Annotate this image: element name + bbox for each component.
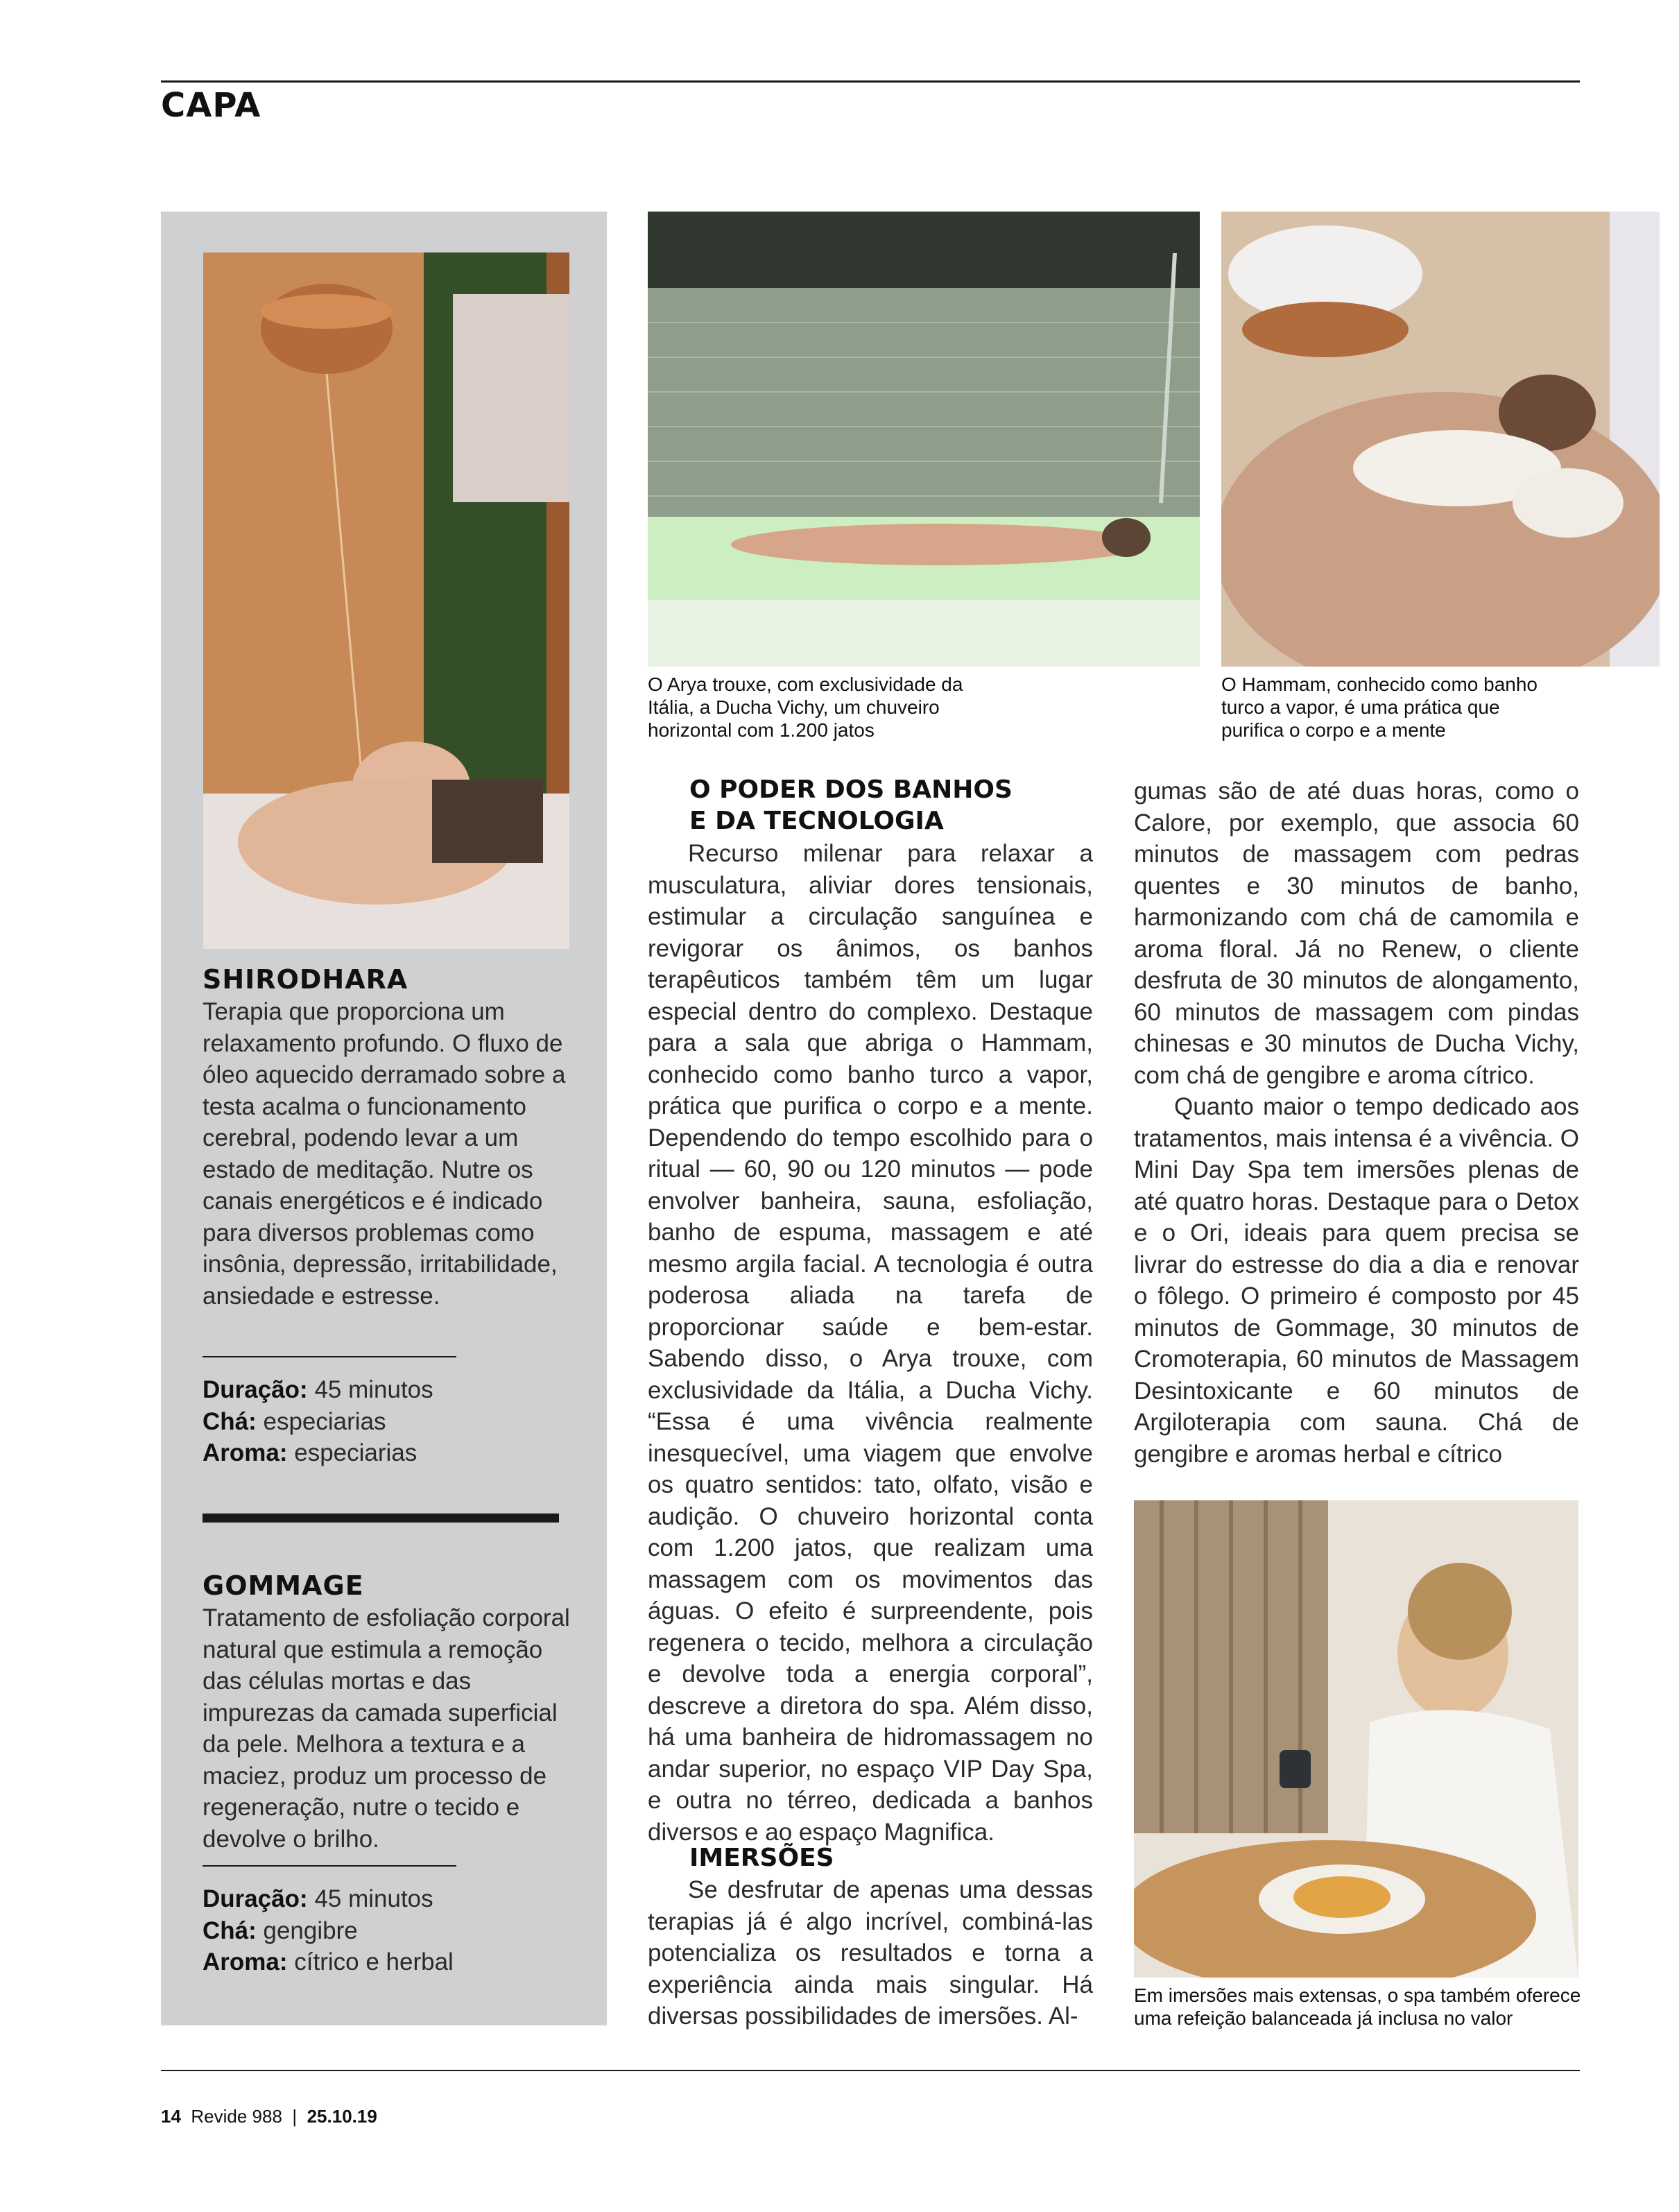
article-paragraph-3: gumas são de até duas horas, como o Calore, por exemplo, que associa 60 minutos de massagem com pedras quentes e 30 minutos de banho, harmonizando com chá de camomila e aroma floral. Já no Renew, o cliente desfruta de 30 minutos de alongamento, 60 minutos de massagem com pindas chinesas e 30 minutos de Ducha Vichy, com chá de gengibre e aroma cítrico. [1134,778,1579,1089]
bottom-rule [161,2070,1580,2071]
page-footer [161,2106,377,2127]
heading-line-1: O PODER DOS BANHOS [689,775,1013,804]
gommage-details [203,1883,454,1978]
hammam-caption: O Hammam, conhecido como banho turco a vapor, é uma prática que purifica o corpo e a mente [1221,674,1538,741]
shirodhara-text: Terapia que proporciona um relaxamento profundo. O fluxo de óleo aquecido derramado sobre a testa acalma o funcionamento cerebral, podendo levar a um estado de meditação. Nutre os canais energéticos e é indicado para diversos problemas como insônia, depressão, irritabilidade, ansiedade e estresse. [203,998,566,1310]
page-number: 14 [161,2106,181,2127]
footer-separator: | [292,2106,298,2127]
article-heading-2: IMERSÕES [689,1844,834,1872]
shirodhara-divider [203,1356,456,1357]
article-paragraph-2: Se desfrutar de apenas uma dessas terapias já é algo incrível, combiná-las potencializa os resultados e torna a experiência ainda mais singular. Há diversas possibilidades de imersões. Al- [648,1876,1093,2030]
aroma-value: cítrico e herbal [287,1948,454,1975]
aroma-label: Aroma: [203,1948,288,1975]
gommage-text: Tratamento de esfoliação corporal natural que estimula a remoção das células mortas e das impurezas da camada superficial da pele. Melhora a textura e a maciez, produz um processo de regeneração, nutre o tecido e devolve o brilho. [203,1604,570,1853]
gommage-title: GOMMAGE [203,1570,364,1601]
vichy-shower-photo [648,212,1200,667]
cha-label: Chá: [203,1917,257,1944]
aroma-label: Aroma: [203,1439,288,1466]
gommage-divider [203,1865,456,1867]
duracao-label: Duração: [203,1376,308,1403]
vichy-caption: O Arya trouxe, com exclusividade da Itália, a Ducha Vichy, um chuveiro horizontal com 1.200 jatos [648,674,963,741]
top-rule [161,80,1580,83]
shirodhara-details [203,1374,433,1469]
heading-line-2: E DA TECNOLOGIA [689,807,944,835]
meal-caption: Em imersões mais extensas, o spa também oferece uma refeição balanceada já inclusa no valor [1134,1984,1581,2029]
shirodhara-title: SHIRODHARA [203,964,408,995]
sidebar-thick-divider [203,1514,559,1523]
magazine-issue: Revide 988 [191,2106,282,2127]
article-heading-1 [689,774,1013,837]
meal-photo [1134,1500,1578,1978]
cha-value: gengibre [256,1917,358,1944]
shirodhara-photo [203,252,569,949]
cha-label: Chá: [203,1407,257,1435]
cha-value: especiarias [256,1407,386,1435]
duracao-label: Duração: [203,1885,308,1912]
hammam-photo [1221,212,1660,667]
duracao-value: 45 minutos [307,1376,433,1403]
article-paragraph-4: Quanto maior o tempo dedicado aos tratamentos, mais intensa é a vivência. O Mini Day Spa tem imersões plenas de até quatro horas. Destaque para o Detox e o Ori, ideais para quem precisa se livrar do estresse do dia a dia e renovar o fôlego. O primeiro é composto por 45 minutos de Gommage, 30 minutos de Cromoterapia, 60 minutos de Massagem Desintoxicante e 60 minutos de Argiloterapia com sauna. Chá de gengibre e aromas herbal e cítrico [1134,1093,1579,1468]
article-paragraph-1: Recurso milenar para relaxar a musculatura, aliviar dores tensionais, estimular a circulação sanguínea e revigorar os ânimos, os banhos terapêuticos também têm um lugar especial dentro do complexo. Destaque para a sala que abriga o Hammam, conhecido como banho turco a vapor, prática que purifica o corpo e a mente. Dependendo do tempo escolhido para o ritual — 60, 90 ou 120 minutos — pode envolver banheira, sauna, esfoliação, banho de espuma, massagem e até mesmo argila facial. A tecnologia é outra poderosa aliada na tarefa de proporcionar saúde e bem-estar. Sabendo disso, o Arya trouxe, com exclusividade da Itália, a Ducha Vichy. “Essa é uma vivência realmente inesquecível, uma viagem que envolve os quatro sentidos: tato, olfato, visão e audição. O chuveiro horizontal conta com 1.200 jatos, que realizam uma massagem com os movimentos das águas. O efeito é surpreendente, pois regenera o tecido, melhora a circulação e devolve toda a energia corporal”, descreve a diretora do spa. Além disso, há uma banheira de hidromassagem no andar superior, no espaço VIP Day Spa, e outra no térreo, dedicada a banhos diversos e ao espaço Magnifica. [648,840,1093,1846]
aroma-value: especiarias [287,1439,417,1466]
duracao-value: 45 minutos [307,1885,433,1912]
issue-date: 25.10.19 [307,2106,377,2127]
section-label: CAPA [161,86,261,125]
